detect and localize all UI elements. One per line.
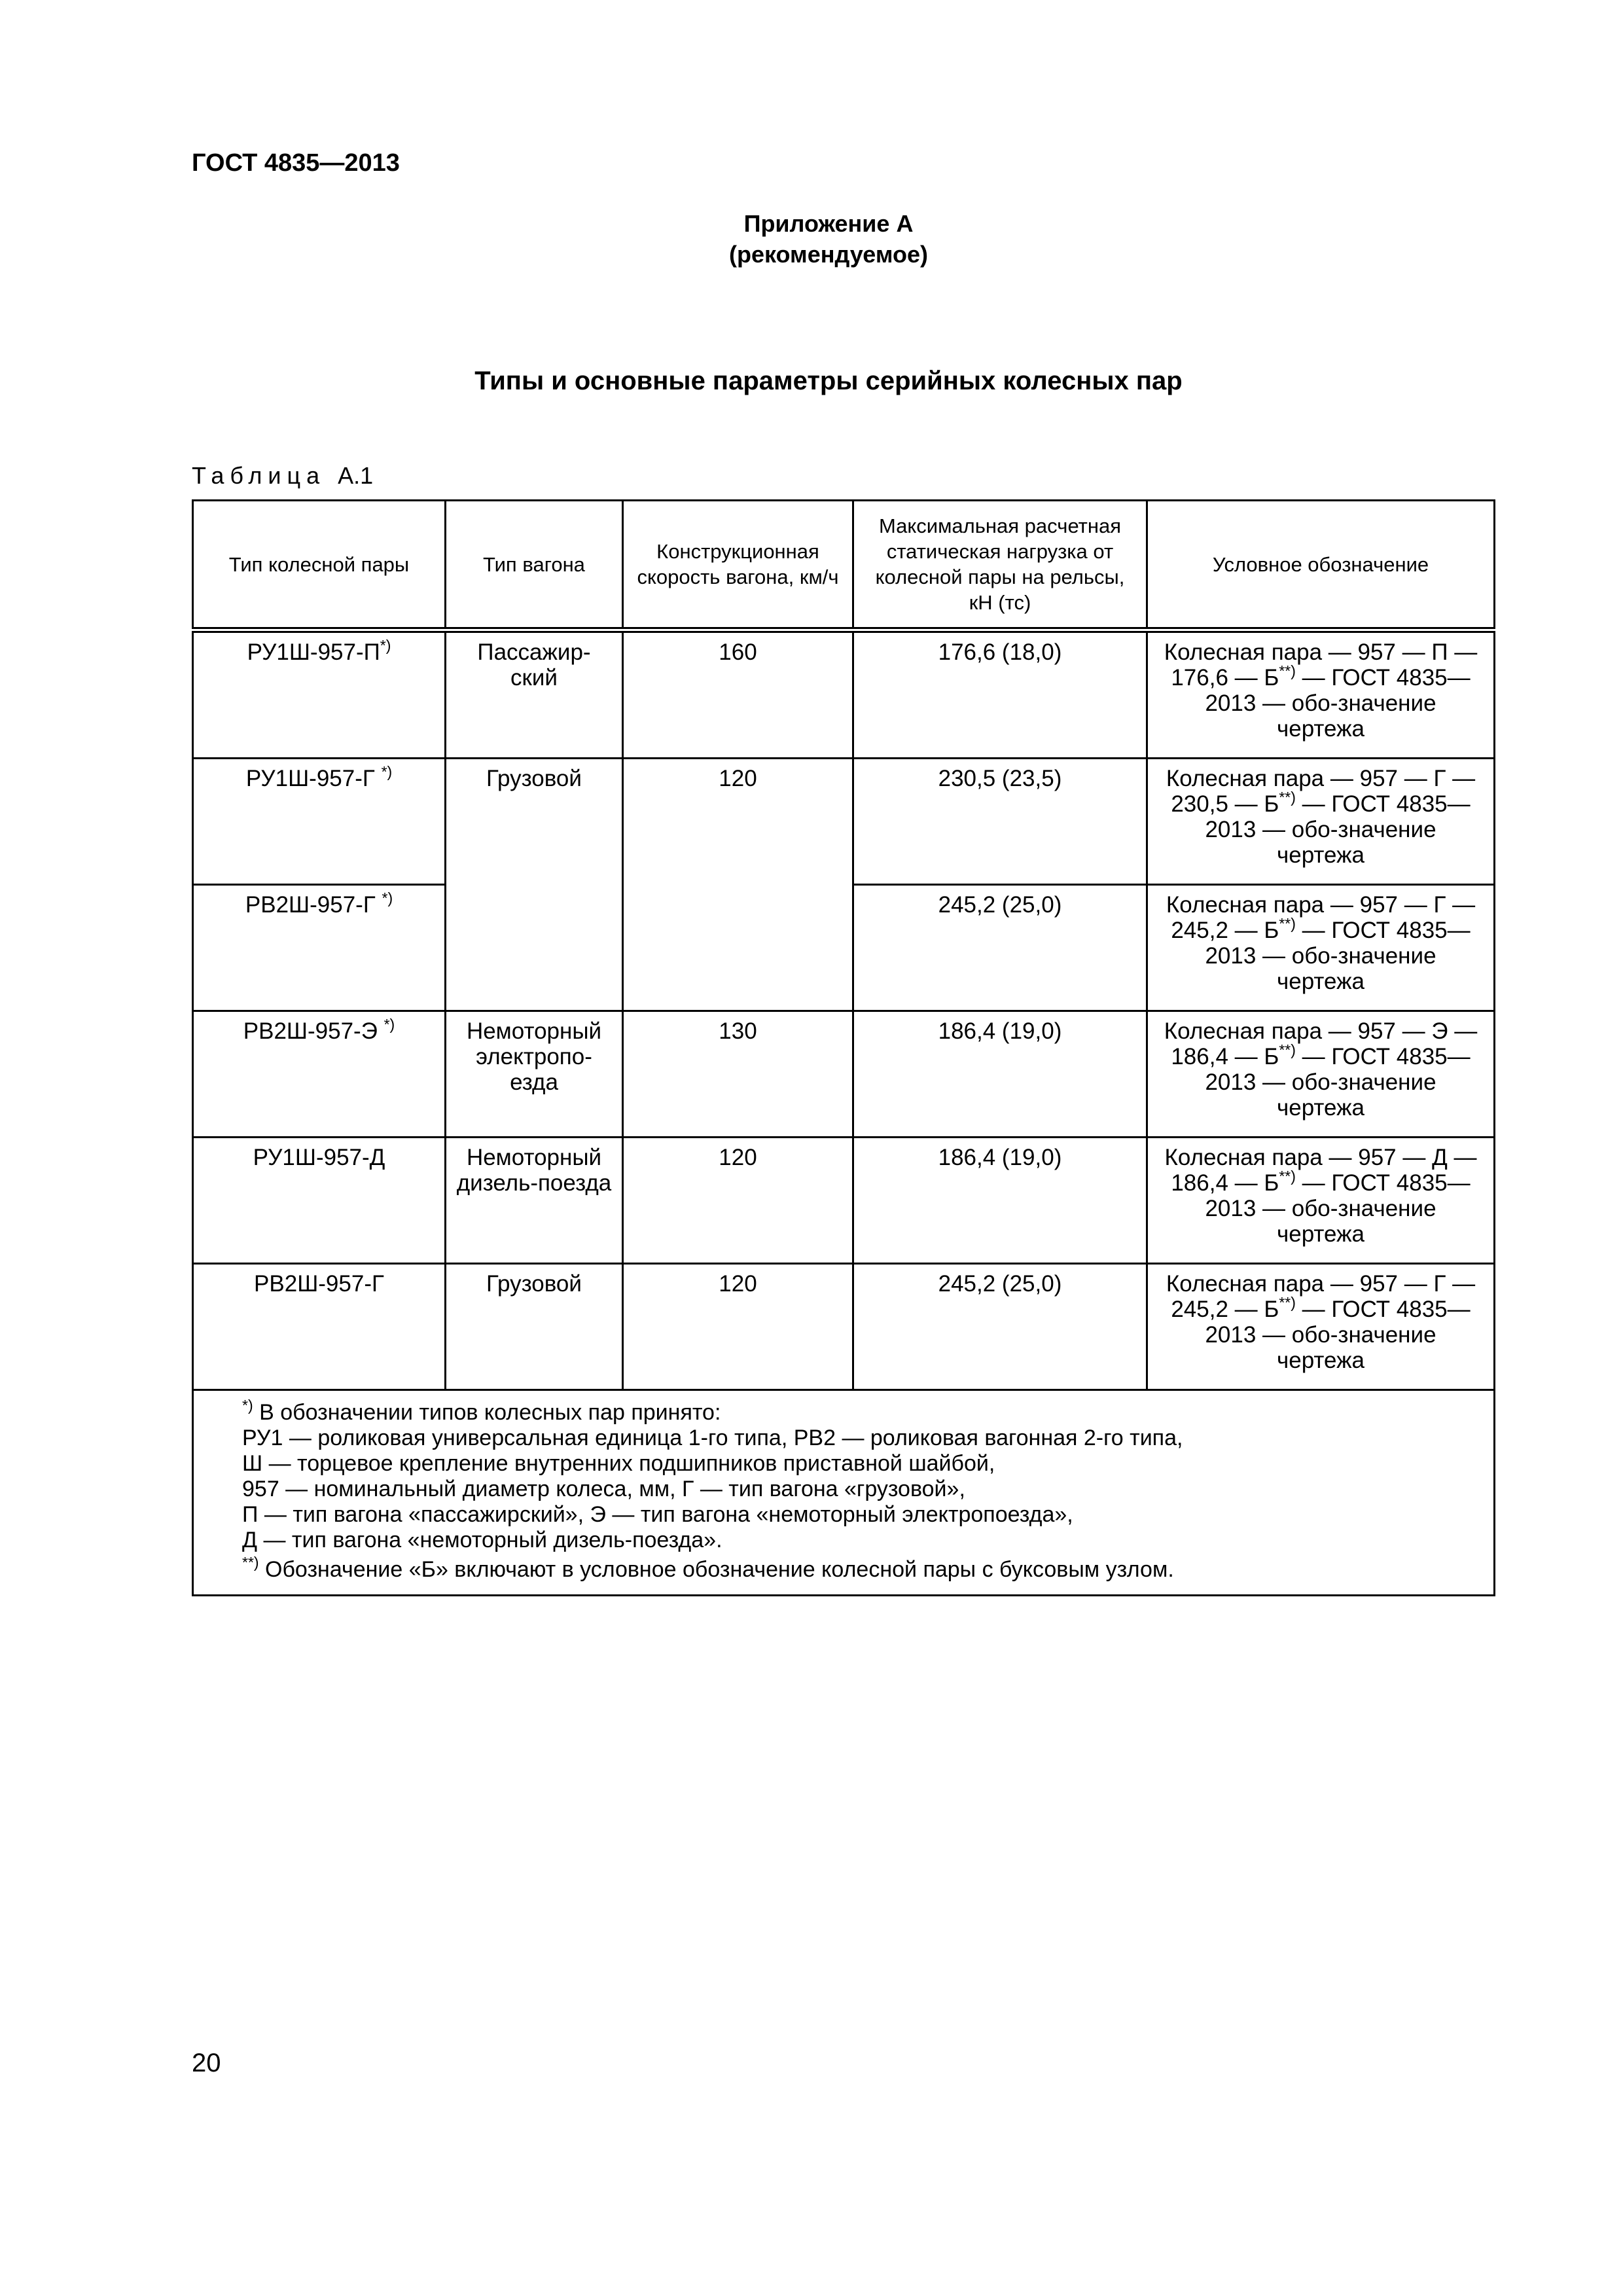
table-header-row <box>193 501 1495 630</box>
cell-max-static-load: 245,2 (25,0) <box>853 885 1147 1011</box>
footnote-mark: *) <box>380 637 391 654</box>
cell-designation: Колесная пара — 957 — Э — 186,4 — Б**) — ГОСТ 4835—2013 — обо-значение чертежа <box>1147 1011 1495 1138</box>
cell-wagon-type: Немоторный дизель-поезда <box>446 1138 623 1264</box>
footnote-mark: *) <box>242 1397 253 1414</box>
footnote-mark: **) <box>242 1554 259 1571</box>
cell-max-static-load: 245,2 (25,0) <box>853 1264 1147 1390</box>
note-line: РУ1 — роликовая универсальная единица 1-го типа, РВ2 — роликовая вагонная 2-го типа, <box>242 1426 1183 1450</box>
footnote-mark: **) <box>1279 915 1296 932</box>
table-row <box>193 630 1495 759</box>
table-row <box>193 1138 1495 1264</box>
cell-max-static-load: 176,6 (18,0) <box>853 630 1147 759</box>
column-header-max-static-load: Максимальная расчетная статическая нагрузка от колесной пары на рельсы, кН (тс) <box>853 501 1147 630</box>
cell-max-static-load: 186,4 (19,0) <box>853 1138 1147 1264</box>
note-line: **) Обозначение «Б» включают в условное обозначение колесной пары с буксовым узлом. <box>242 1554 1174 1582</box>
footnote-mark: **) <box>1279 789 1296 806</box>
table-row <box>193 759 1495 885</box>
cell-design-speed: 130 <box>623 1011 853 1138</box>
document-header-code: ГОСТ 4835—2013 <box>192 149 400 177</box>
cell-wheelset-type: РУ1Ш-957-П*) <box>193 630 446 759</box>
page-number: 20 <box>192 2049 221 2077</box>
table-notes-row <box>193 1390 1495 1596</box>
cell-design-speed: 160 <box>623 630 853 759</box>
cell-designation: Колесная пара — 957 — Г — 245,2 — Б**) — ГОСТ 4835—2013 — обо-значение чертежа <box>1147 885 1495 1011</box>
footnote-mark: **) <box>1279 1041 1296 1058</box>
note-line: 957 — номинальный диаметр колеса, мм, Г — тип вагона «грузовой», <box>242 1477 965 1501</box>
footnote-mark: **) <box>1279 1294 1296 1311</box>
cell-designation: Колесная пара — 957 — Г — 245,2 — Б**) — ГОСТ 4835—2013 — обо-значение чертежа <box>1147 1264 1495 1390</box>
column-header-designation: Условное обозначение <box>1147 501 1495 630</box>
note-line: *) В обозначении типов колесных пар принято: <box>242 1397 721 1425</box>
appendix-status: (рекомендуемое) <box>729 241 928 268</box>
column-header-wagon-type: Тип вагона <box>446 501 623 630</box>
wheelset-parameters-table <box>192 499 1495 1596</box>
table-caption <box>192 462 373 490</box>
footnote-mark: **) <box>1279 1168 1296 1185</box>
table-notes <box>193 1390 1495 1596</box>
cell-wagon-type: Грузовой <box>446 759 623 1011</box>
footnote-mark: *) <box>381 763 393 780</box>
table-row <box>193 1011 1495 1138</box>
column-header-wheelset-type: Тип колесной пары <box>193 501 446 630</box>
footnote-mark: *) <box>383 1016 395 1033</box>
cell-max-static-load: 186,4 (19,0) <box>853 1011 1147 1138</box>
footnote-mark: *) <box>382 889 393 906</box>
cell-wheelset-type: РВ2Ш-957-Э *) <box>193 1011 446 1138</box>
appendix-title: Приложение А <box>743 210 914 237</box>
table-caption-number: А.1 <box>338 462 374 489</box>
footnote-mark: **) <box>1279 662 1296 679</box>
cell-designation: Колесная пара — 957 — Г — 230,5 — Б**) — ГОСТ 4835—2013 — обо-значение чертежа <box>1147 759 1495 885</box>
note-line: П — тип вагона «пассажирский», Э — тип вагона «немоторный электропоезда», <box>242 1502 1073 1527</box>
cell-wheelset-type: РУ1Ш-957-Г *) <box>193 759 446 885</box>
cell-design-speed: 120 <box>623 759 853 1011</box>
table-row <box>193 1264 1495 1390</box>
cell-max-static-load: 230,5 (23,5) <box>853 759 1147 885</box>
note-line: Д — тип вагона «немоторный дизель-поезда». <box>242 1528 722 1552</box>
cell-designation: Колесная пара — 957 — Д — 186,4 — Б**) — ГОСТ 4835—2013 — обо-значение чертежа <box>1147 1138 1495 1264</box>
section-title: Типы и основные параметры серийных колесных пар <box>474 367 1183 395</box>
note-line: Ш — торцевое крепление внутренних подшипников приставной шайбой, <box>242 1451 995 1476</box>
cell-wheelset-type: РУ1Ш-957-Д <box>193 1138 446 1264</box>
table-caption-label: Таблица <box>192 462 326 489</box>
cell-designation: Колесная пара — 957 — П — 176,6 — Б**) — ГОСТ 4835—2013 — обо-значение чертежа <box>1147 630 1495 759</box>
cell-wagon-type: Грузовой <box>446 1264 623 1390</box>
cell-design-speed: 120 <box>623 1264 853 1390</box>
cell-wheelset-type: РВ2Ш-957-Г *) <box>193 885 446 1011</box>
cell-wagon-type: Пассажир-ский <box>446 630 623 759</box>
cell-wagon-type: Немоторный электропо-езда <box>446 1011 623 1138</box>
column-header-design-speed: Конструкционная скорость вагона, км/ч <box>623 501 853 630</box>
cell-design-speed: 120 <box>623 1138 853 1264</box>
cell-wheelset-type: РВ2Ш-957-Г <box>193 1264 446 1390</box>
